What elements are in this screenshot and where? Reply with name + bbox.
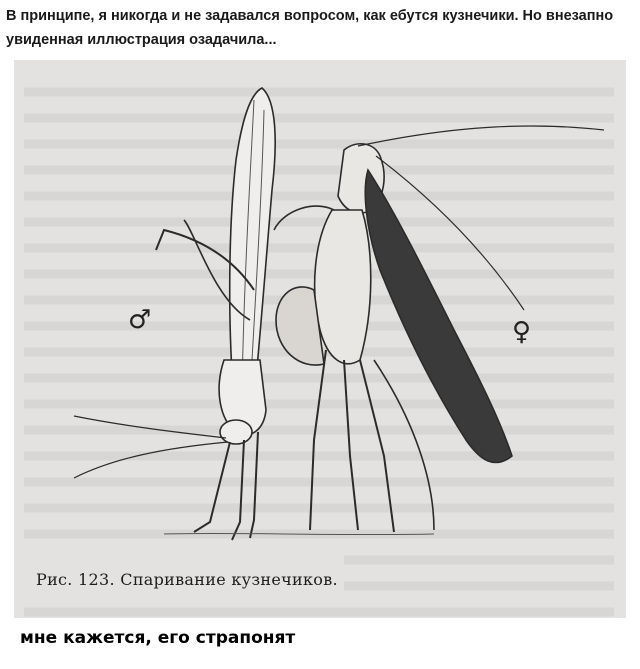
grasshopper-illustration [14,60,626,618]
male-symbol: ♂ [128,305,152,335]
figure-caption: Рис. 123. Спаривание кузнечиков. [36,570,338,589]
male-grasshopper [74,88,275,540]
post-caption-top: В принципе, я никогда и не задавался вопросом, как ебутся кузнечики. Но внезапно увиденная иллюстрация озадачила... [6,8,614,48]
book-page-scan [14,60,626,618]
post-caption-bottom: мне кажется, его страпонят [20,628,296,648]
female-symbol: ♀ [512,317,532,347]
